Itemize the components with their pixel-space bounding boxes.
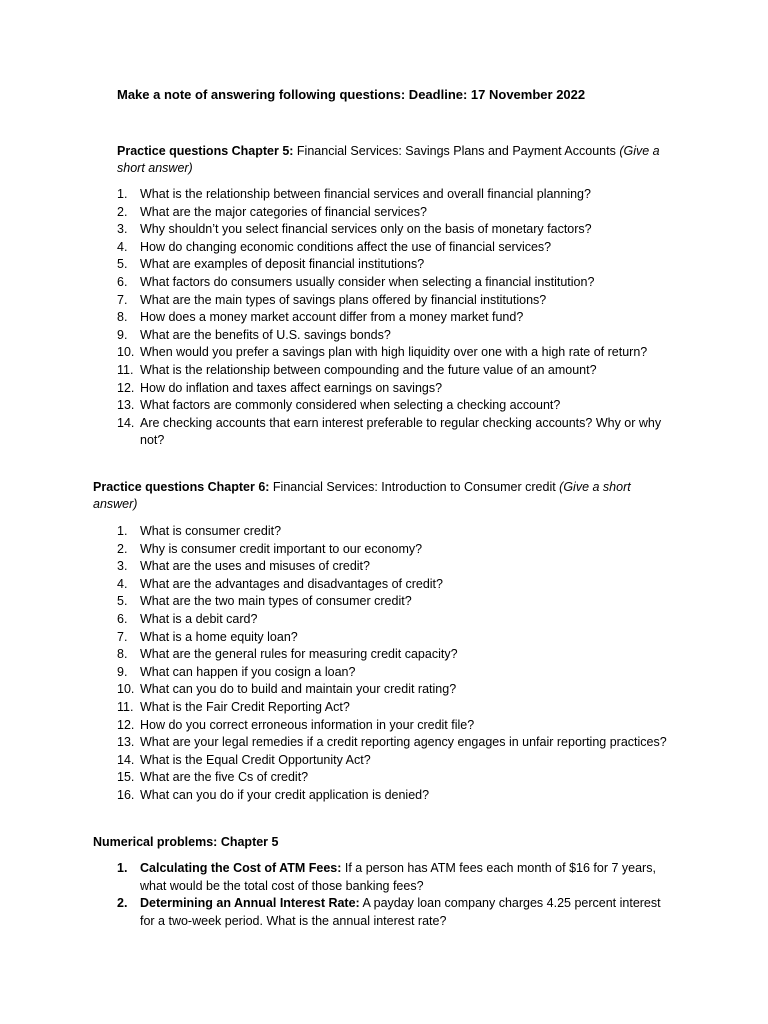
question-text: What are the advantages and disadvantages of credit?: [140, 576, 443, 591]
question-text: What are examples of deposit financial institutions?: [140, 257, 425, 272]
question-item: [117, 576, 677, 594]
question-text: Why is consumer credit important to our economy?: [140, 541, 423, 556]
item-number: 5.: [117, 257, 128, 272]
question-text: What is the relationship between financial services and overall financial planning?: [140, 187, 591, 201]
question-text: What are the uses and misuses of credit?: [140, 559, 370, 574]
question-item: [117, 717, 677, 735]
question-item: [117, 629, 677, 647]
question-item: [117, 415, 677, 450]
item-number: 2.: [117, 541, 128, 556]
item-text-wrapper: [140, 204, 677, 222]
item-number: 7.: [117, 629, 128, 644]
item-number: 12.: [117, 380, 135, 395]
item-text-wrapper: [140, 397, 677, 415]
item-text-wrapper: [140, 309, 677, 327]
item-text-wrapper: [140, 787, 677, 805]
question-item: [117, 239, 677, 257]
problem-item: [117, 895, 677, 930]
question-item: [117, 186, 677, 204]
item-text-wrapper: [140, 221, 677, 239]
question-text: How does a money market account differ from a money market fund?: [140, 310, 524, 325]
item-text-wrapper: [140, 769, 677, 787]
item-number: 9.: [117, 327, 128, 342]
deadline-line: Make a note of answering following questions: Deadline: 17 November 2022: [117, 87, 586, 102]
question-item: [117, 541, 677, 559]
item-text-wrapper: [140, 699, 677, 717]
question-text: What is consumer credit?: [140, 524, 282, 538]
problem-title: Determining an Annual Interest Rate:: [140, 896, 360, 911]
item-number: 1.: [117, 861, 128, 875]
question-item: [117, 734, 677, 752]
item-number: 8.: [117, 310, 128, 325]
item-number: 6.: [117, 274, 128, 289]
item-text-wrapper: [140, 541, 677, 559]
question-item: [117, 274, 677, 292]
item-number: 14.: [117, 415, 135, 430]
question-item: [117, 221, 677, 239]
question-item: [117, 646, 677, 664]
item-number: 14.: [117, 752, 135, 767]
item-text-wrapper: [140, 734, 677, 752]
chapter6-heading-label: Practice questions Chapter 6:: [93, 480, 270, 494]
item-number: 4.: [117, 239, 128, 254]
question-text: What factors do consumers usually consider when selecting a financial institution?: [140, 274, 595, 289]
item-text-wrapper: [140, 717, 677, 735]
question-text: How do you correct erroneous information in your credit file?: [140, 717, 475, 732]
item-text-wrapper: [140, 611, 677, 629]
question-item: [117, 327, 677, 345]
item-text-wrapper: [140, 558, 677, 576]
item-text-wrapper: [140, 380, 677, 398]
item-number: 10.: [117, 682, 135, 697]
question-text: What can you do if your credit application is denied?: [140, 787, 430, 802]
item-number: 3.: [117, 222, 128, 237]
question-item: [117, 769, 677, 787]
item-text-wrapper: [140, 239, 677, 257]
question-text: What is a home equity loan?: [140, 629, 298, 644]
problem-text: If a person has ATM fees each month of $16 for 7 years, what would be the total cost of those banking fees?: [140, 861, 656, 893]
question-item: [117, 664, 677, 682]
item-text-wrapper: [140, 327, 677, 345]
item-number: 13.: [117, 398, 135, 413]
question-item: [117, 523, 677, 541]
question-text: What is a debit card?: [140, 611, 258, 626]
question-text: What can happen if you cosign a loan?: [140, 664, 356, 679]
item-text-wrapper: [140, 415, 677, 450]
question-item: [117, 699, 677, 717]
question-text: What are the general rules for measuring credit capacity?: [140, 647, 458, 662]
item-text-wrapper: [140, 186, 677, 204]
question-text: What are your legal remedies if a credit reporting agency engages in unfair reporting practices?: [140, 735, 667, 750]
question-item: [117, 787, 677, 805]
item-text-wrapper: [140, 576, 677, 594]
chapter5-heading-title: Financial Services: Savings Plans and Payment Accounts: [293, 144, 620, 158]
question-text: When would you prefer a savings plan with high liquidity over one with a high rate of return?: [140, 345, 648, 360]
item-number: 5.: [117, 594, 128, 609]
question-item: [117, 256, 677, 274]
problem-text: A payday loan company charges 4.25 percent interest for a two-week period. What is the annual interest rate?: [140, 896, 661, 928]
question-item: [117, 204, 677, 222]
item-number: 8.: [117, 647, 128, 662]
question-item: [117, 558, 677, 576]
item-text-wrapper: [140, 344, 677, 362]
chapter6-heading-title: Financial Services: Introduction to Consumer credit: [269, 480, 560, 494]
chapter6-heading: [93, 479, 673, 513]
item-number: 2.: [117, 896, 128, 911]
question-item: [117, 362, 677, 380]
item-number: 12.: [117, 717, 135, 732]
item-number: 10.: [117, 345, 135, 360]
item-text-wrapper: [140, 362, 677, 380]
item-text-wrapper: [140, 752, 677, 770]
item-number: 2.: [117, 204, 128, 219]
question-item: [117, 309, 677, 327]
question-item: [117, 344, 677, 362]
item-number: 11.: [117, 362, 134, 377]
item-number: 3.: [117, 559, 128, 574]
numerical-problem-list: [117, 860, 677, 930]
item-number: 4.: [117, 576, 128, 591]
question-item: [117, 752, 677, 770]
question-text: What are the major categories of financial services?: [140, 204, 427, 219]
item-text-wrapper: [140, 895, 677, 930]
numerical-heading: Numerical problems: Chapter 5: [93, 835, 279, 849]
chapter6-heading-note: (Give a short answer): [93, 480, 631, 511]
question-text: How do changing economic conditions affect the use of financial services?: [140, 239, 552, 254]
question-text: How do inflation and taxes affect earnings on savings?: [140, 380, 443, 395]
question-text: What are the two main types of consumer credit?: [140, 594, 412, 609]
question-item: [117, 681, 677, 699]
item-number: 16.: [117, 787, 135, 802]
question-text: What are the main types of savings plans offered by financial institutions?: [140, 292, 547, 307]
item-number: 11.: [117, 699, 134, 714]
item-number: 15.: [117, 770, 135, 785]
problem-item: [117, 860, 677, 895]
item-text-wrapper: [140, 646, 677, 664]
item-text-wrapper: [140, 274, 677, 292]
item-number: 7.: [117, 292, 128, 307]
item-text-wrapper: [140, 256, 677, 274]
question-text: Are checking accounts that earn interest preferable to regular checking accounts? Why or why not?: [140, 415, 662, 448]
chapter5-question-list: [117, 186, 677, 450]
item-text-wrapper: [140, 629, 677, 647]
question-item: [117, 611, 677, 629]
question-item: [117, 397, 677, 415]
question-item: [117, 292, 677, 310]
item-number: 1.: [117, 524, 128, 538]
problem-title: Calculating the Cost of ATM Fees:: [140, 861, 342, 875]
question-item: [117, 380, 677, 398]
item-text-wrapper: [140, 860, 677, 895]
question-text: What are the five Cs of credit?: [140, 770, 309, 785]
item-text-wrapper: [140, 664, 677, 682]
item-text-wrapper: [140, 681, 677, 699]
question-text: What are the benefits of U.S. savings bonds?: [140, 327, 391, 342]
question-text: What can you do to build and maintain your credit rating?: [140, 682, 457, 697]
chapter5-heading-note: (Give a short answer): [117, 144, 660, 175]
item-text-wrapper: [140, 292, 677, 310]
question-text: What is the Equal Credit Opportunity Act?: [140, 752, 371, 767]
question-item: [117, 593, 677, 611]
question-text: What is the Fair Credit Reporting Act?: [140, 699, 350, 714]
chapter5-heading: [117, 143, 672, 177]
question-text: What factors are commonly considered when selecting a checking account?: [140, 398, 561, 413]
item-number: 1.: [117, 187, 128, 201]
item-text-wrapper: [140, 593, 677, 611]
chapter5-heading-label: Practice questions Chapter 5:: [117, 144, 294, 158]
question-text: Why shouldn’t you select financial services only on the basis of monetary factors?: [140, 222, 592, 237]
item-number: 9.: [117, 664, 128, 679]
item-text-wrapper: [140, 523, 677, 541]
item-number: 13.: [117, 735, 135, 750]
chapter6-question-list: [117, 523, 677, 805]
item-number: 6.: [117, 611, 128, 626]
question-text: What is the relationship between compounding and the future value of an amount?: [140, 362, 597, 377]
